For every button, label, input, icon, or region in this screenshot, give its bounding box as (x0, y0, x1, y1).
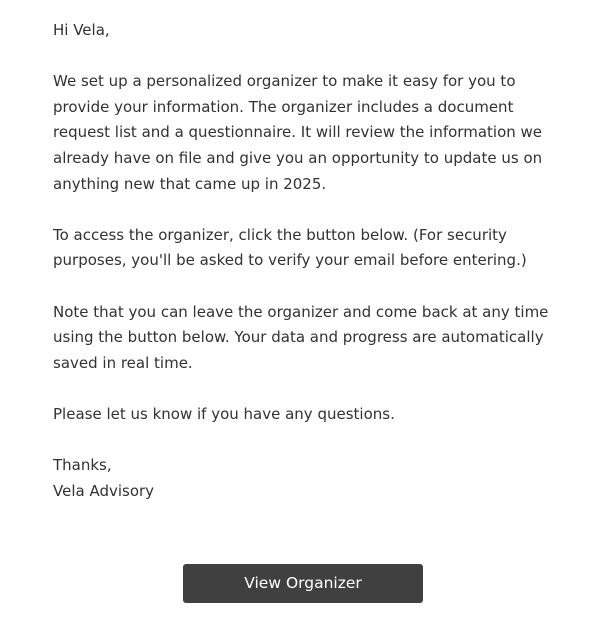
sender-name: Vela Advisory (53, 481, 155, 500)
signoff (53, 453, 565, 504)
view-organizer-button[interactable]: View Organizer (183, 564, 423, 603)
questions-paragraph: Please let us know if you have any questions. (53, 404, 395, 423)
greeting: Hi Vela, (53, 21, 110, 39)
access-instructions-paragraph: To access the organizer, click the button below. (For security purposes, you'll be asked to verify your email before entering.) (53, 225, 527, 270)
intro-paragraph: We set up a personalized organizer to make it easy for you to provide your information. The organizer includes a document request list and a questionnaire. It will review the information we already have on file and give you an opportunity to update us on anything new that came up in 2025. (53, 72, 543, 193)
cta-container (0, 564, 606, 603)
save-progress-paragraph: Note that you can leave the organizer and come back at any time using the button below. Your data and progress are automatically saved in real time. (53, 302, 549, 372)
closing: Thanks, (53, 456, 112, 475)
email-message (53, 18, 565, 504)
